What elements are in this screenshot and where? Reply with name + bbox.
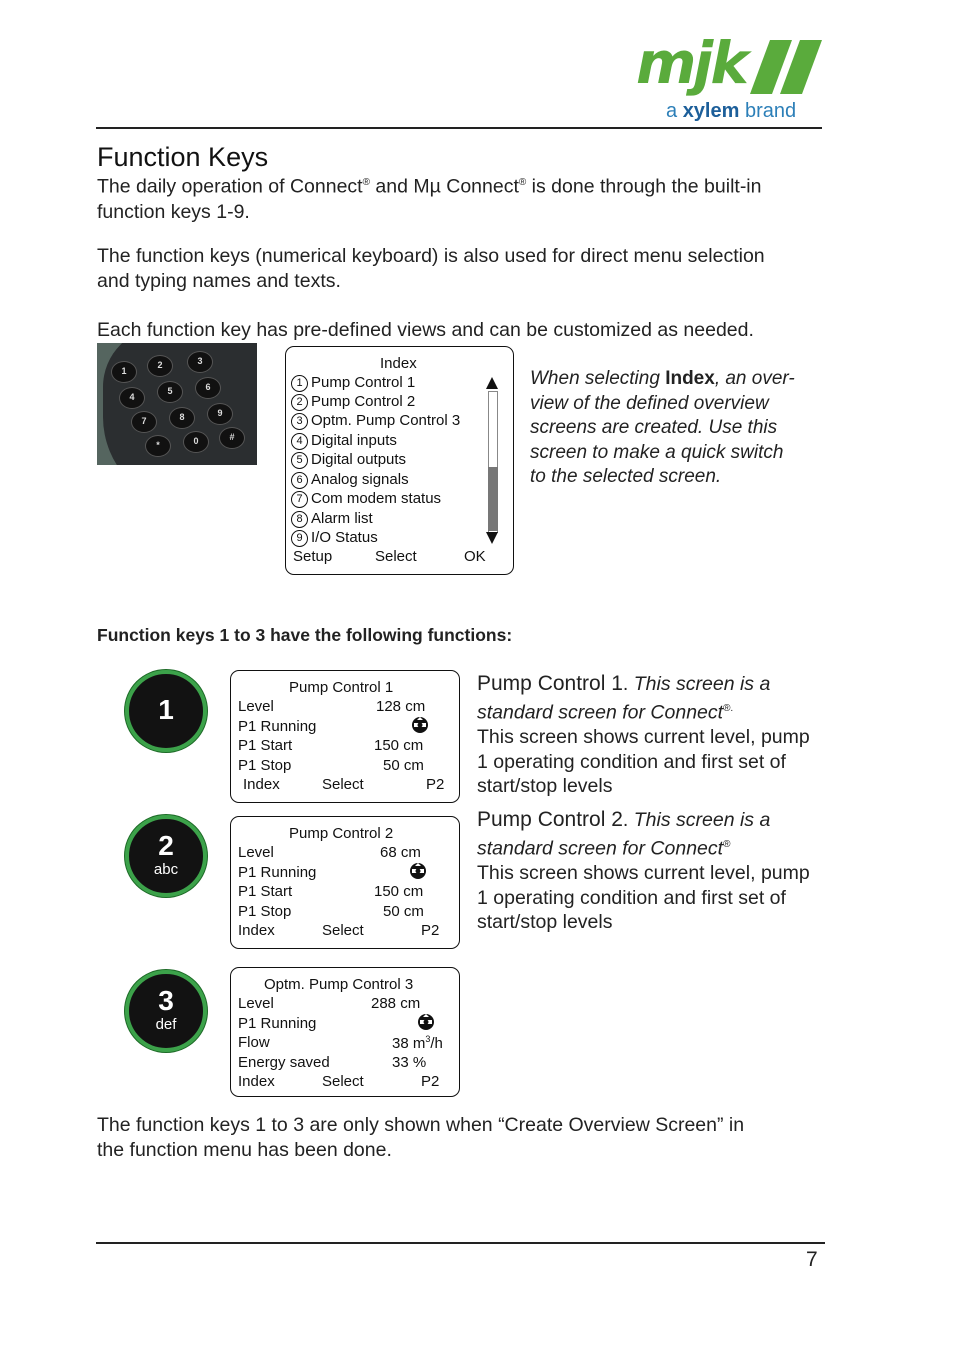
row-value: 38 $m^3/h$ [392,1034,443,1052]
keypad-key: 0 [183,431,209,453]
intro-paragraph-3: Each function key has pre-defined views and can be customized as needed. [97,319,754,341]
keypad-photo [97,343,257,465]
scroll-up-icon [486,377,498,389]
row-label: Level [238,995,274,1012]
screen-title: Optm. Pump Control 3 [264,976,414,993]
xylem-tagline: a xylem brand [666,100,797,122]
closing-paragraph: The function keys 1 to 3 are only shown when “Create Overview Screen” in the function menu has been done. [97,1114,745,1161]
index-item: 2 Pump Control 2 [291,393,415,411]
row-label: P1 Running [238,864,317,881]
row-value: 68 cm [380,844,421,861]
row-value: 150 cm [374,883,424,900]
row-label: Energy saved [238,1054,330,1071]
intro-paragraph-1: The daily operation of Connect® and Mµ Connect® is done through the built-in function keys 1-9. [97,175,762,223]
softkey-select: Select [322,776,364,793]
softkey-p2: P2 [421,1073,440,1090]
row-label: P1 Running [238,718,317,735]
row-label: Flow [238,1034,270,1051]
keypad-key: 3 [187,351,213,373]
softkey-index: Index [243,776,280,793]
keypad-key: 8 [169,407,195,429]
scrollbar-thumb [488,467,498,531]
function-key-2: 2 abc [125,815,207,897]
softkey-select: Select [375,548,417,565]
optm-pump-control-3-screen [230,967,460,1097]
index-item: 3 Optm. Pump Control 3 [291,412,460,430]
page-title: Function Keys [97,142,269,172]
row-value: 33 % [392,1054,427,1071]
keypad-key: 4 [119,387,145,409]
row-value: 150 cm [374,737,424,754]
index-item: 4 Digital inputs [291,432,397,450]
row-label: P1 Running [238,1015,317,1032]
pump-running-icon [409,862,427,880]
row-value: 50 cm [383,903,424,920]
softkey-index: Index [238,922,275,939]
mjk-logo: mjk [636,29,746,97]
softkey-index: Index [238,1073,275,1090]
row-label: Level [238,844,274,861]
softkey-ok: OK [464,548,486,565]
keypad-key: 7 [131,411,157,433]
pump-control-1-screen [230,670,460,803]
softkey-select: Select [322,1073,364,1090]
keypad-key: 5 [157,381,183,403]
index-item: 8 Alarm list [291,510,373,528]
pump-control-2-screen [230,816,460,949]
keypad-key: * [145,435,171,457]
section-heading: Function keys 1 to 3 have the following functions: [97,625,513,645]
pump-control-2-description: Pump Control 2. This screen is a standard screen for Connect® This screen shows current level, pump 1 operating condition and first set of start/stop levels [477,808,810,934]
screen-title: Pump Control 1 [289,679,394,696]
row-label: P1 Stop [238,757,292,774]
row-value: 128 cm [376,698,426,715]
pump-control-1-description: Pump Control 1. This screen is a standard screen for Connect®. This screen shows current level, pump 1 operating condition and first set of start/stop levels [477,672,810,798]
index-item: 7 Com modem status [291,490,441,508]
row-label: P1 Stop [238,903,292,920]
page-number: 7 [806,1248,818,1271]
pump-running-icon [411,716,429,734]
index-item: 6 Analog signals [291,471,409,489]
index-item: 1 Pump Control 1 [291,374,415,392]
index-note: When selecting Index, an over- view of the defined overview screens are created. Use this screen to make a quick switch to the selected screen. [530,368,795,487]
scroll-down-icon [486,532,498,544]
softkey-select: Select [322,922,364,939]
index-screen-title: Index [380,355,417,372]
function-key-1: 1 [125,670,207,752]
logo-slash-icon [748,38,828,96]
index-screen [285,346,514,575]
row-label: P1 Start [238,883,293,900]
keypad-key: 6 [195,377,221,399]
keypad-key: # [219,427,245,449]
softkey-p2: P2 [426,776,445,793]
keypad-key: 9 [207,403,233,425]
row-label: P1 Start [238,737,293,754]
row-value: 50 cm [383,757,424,774]
index-item: 5 Digital outputs [291,451,406,469]
screen-title: Pump Control 2 [289,825,394,842]
header-rule [96,127,822,129]
pump-running-icon [417,1013,435,1031]
index-item: 9 I/O Status [291,529,378,547]
row-value: 288 cm [371,995,421,1012]
function-key-3: 3 def [125,970,207,1052]
softkey-setup: Setup [293,548,333,565]
softkey-p2: P2 [421,922,440,939]
row-label: Level [238,698,274,715]
footer-rule [96,1242,825,1244]
intro-paragraph-2: The function keys (numerical keyboard) is also used for direct menu selection and typing names and texts. [97,245,765,292]
keypad-key: 2 [147,355,173,377]
keypad-key: 1 [111,361,137,383]
